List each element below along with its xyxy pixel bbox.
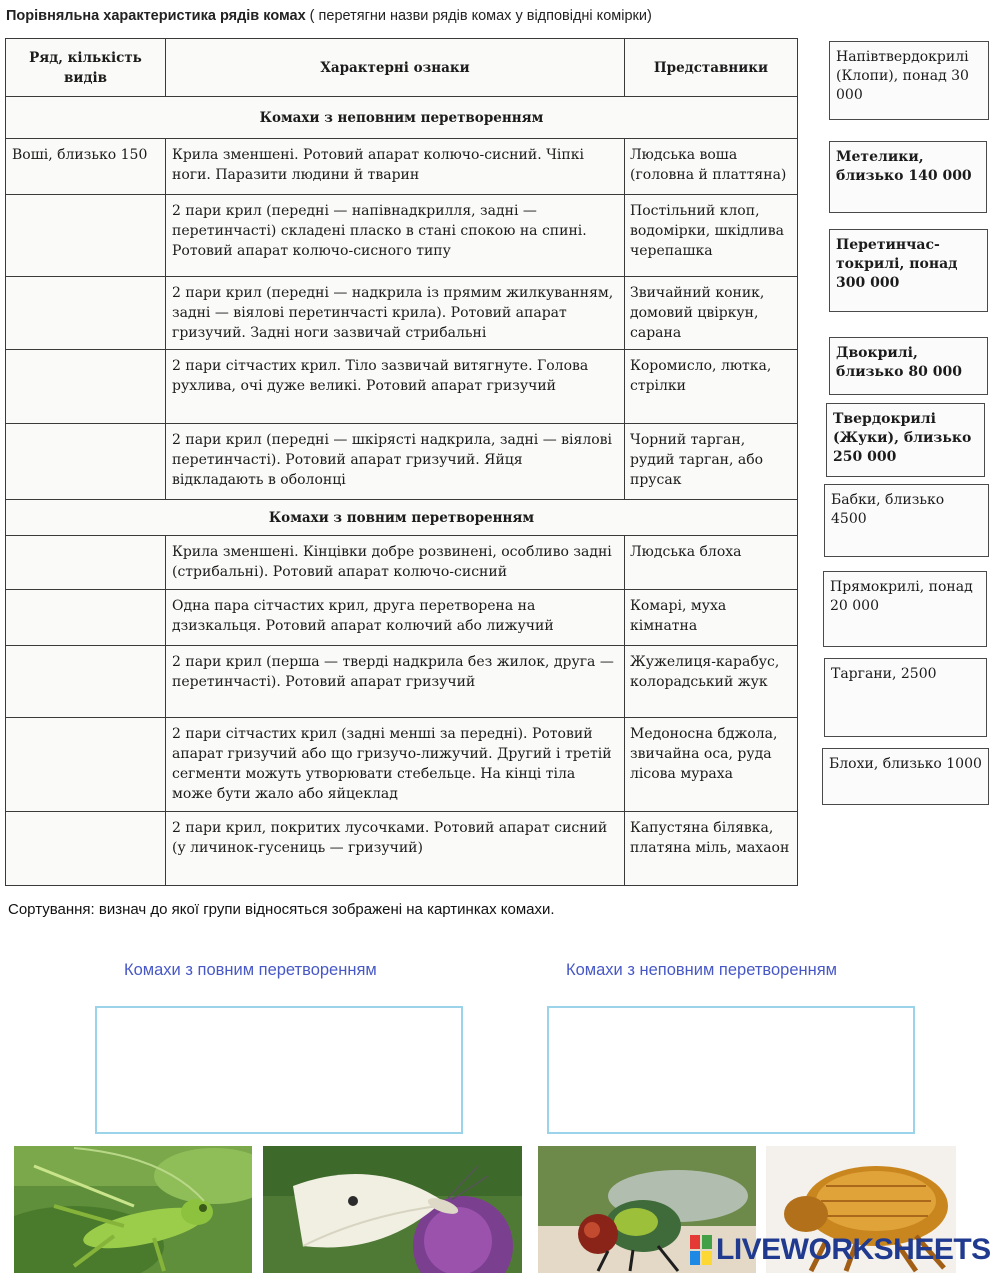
traits-cell: Одна пара сітчастих крил, друга перетворена на дзизкальця. Ротовий апарат колючий або лижучий xyxy=(166,590,625,646)
drag-card-hymenoptera[interactable]: Перетинчас-токрилі, понад 300 000 xyxy=(829,229,988,312)
table-row xyxy=(6,590,798,646)
liveworksheets-icon xyxy=(690,1235,712,1265)
grasshopper-photo[interactable] xyxy=(14,1146,252,1273)
table-row xyxy=(6,718,798,812)
traits-cell: 2 пари сітчастих крил (задні менші за передні). Ротовий апарат гризучий або що гризучо-лижучий. Другий і третій сегменти можуть утворювати стебельце. На кінці тіла може бути жало або яйцеклад xyxy=(166,718,625,812)
drag-card-hemiptera[interactable]: Напівтвердокрилі (Клопи), понад 30 000 xyxy=(829,41,989,120)
examples-cell: Жужелиця-карабус, колорадський жук xyxy=(625,646,798,718)
order-drop-cell[interactable] xyxy=(6,590,166,646)
liveworksheets-logo xyxy=(690,1232,991,1268)
examples-cell: Людська блоха xyxy=(625,536,798,590)
liveworksheets-text: LIVEWORKSHEETS xyxy=(716,1233,991,1266)
order-drop-cell[interactable] xyxy=(6,277,166,350)
drag-card-odonata[interactable]: Бабки, близько 4500 xyxy=(824,484,989,557)
drag-card-blattodea[interactable]: Таргани, 2500 xyxy=(824,658,987,737)
order-drop-cell[interactable] xyxy=(6,536,166,590)
table-row xyxy=(6,646,798,718)
examples-cell: Постільний клоп, водомірки, шкідлива черепашка xyxy=(625,195,798,277)
header-examples: Представники xyxy=(625,39,798,97)
order-drop-cell[interactable] xyxy=(6,195,166,277)
order-drop-cell[interactable] xyxy=(6,718,166,812)
drag-card-orthoptera[interactable]: Прямокрилі, понад 20 000 xyxy=(823,571,987,647)
group-row-complete xyxy=(6,500,798,536)
table-row xyxy=(6,350,798,424)
header-order: Ряд, кількість видів xyxy=(6,39,166,97)
examples-cell: Чорний тарган, рудий тарган, або прусак xyxy=(625,424,798,500)
title-main: Порівняльна характеристика рядів комах xyxy=(6,8,306,24)
table-row xyxy=(6,195,798,277)
traits-cell: 2 пари крил (передні — шкірясті надкрила, задні — віялові перетинчасті). Ротовий апарат гризучий. Яйця відкладають в оболонці xyxy=(166,424,625,500)
header-traits: Характерні ознаки xyxy=(166,39,625,97)
complete-drop-zone[interactable] xyxy=(95,1006,463,1134)
incomplete-group-label: Комахи з неповним перетворенням xyxy=(566,961,838,979)
group-incomplete-label: Комахи з неповним перетворенням xyxy=(6,97,798,139)
complete-group-label: Комахи з повним перетворенням xyxy=(124,961,377,979)
traits-cell: 2 пари сітчастих крил. Тіло зазвичай витягнуте. Голова рухлива, очі дуже великі. Ротовий апарат гризучий xyxy=(166,350,625,424)
order-drop-cell[interactable] xyxy=(6,350,166,424)
drag-card-diptera[interactable]: Двокрилі, близько 80 000 xyxy=(829,337,988,395)
group-row-incomplete xyxy=(6,97,798,139)
examples-cell: Звичайний коник, домовий цвіркун, сарана xyxy=(625,277,798,350)
butterfly-icon xyxy=(263,1146,522,1273)
order-drop-cell[interactable] xyxy=(6,424,166,500)
table-row xyxy=(6,424,798,500)
butterfly-photo[interactable] xyxy=(263,1146,522,1273)
table-row xyxy=(6,812,798,886)
traits-cell: 2 пари крил (передні — надкрила із прямим жилкуванням, задні — віялові перетинчасті крила). Ротовий апарат гризучий. Задні ноги зазвичай стрибальні xyxy=(166,277,625,350)
examples-cell: Комарі, муха кімнатна xyxy=(625,590,798,646)
comparison-table xyxy=(5,38,798,886)
examples-cell: Медоносна бджола, звичайна оса, руда лісова мураха xyxy=(625,718,798,812)
incomplete-drop-zone[interactable] xyxy=(547,1006,915,1134)
traits-cell: 2 пари крил (перша — тверді надкрила без жилок, друга — перетинчасті). Ротовий апарат гризучий xyxy=(166,646,625,718)
traits-cell: 2 пари крил, покритих лусочками. Ротовий апарат сисний (у личинок-гусениць — гризучий) xyxy=(166,812,625,886)
table-header-row xyxy=(6,39,798,97)
traits-cell: Крила зменшені. Ротовий апарат колючо-сисний. Чіпкі ноги. Паразити людини й тварин xyxy=(166,139,625,195)
group-complete-label: Комахи з повним перетворенням xyxy=(6,500,798,536)
page-title xyxy=(6,8,806,24)
table-row xyxy=(6,277,798,350)
sorting-instruction: Сортування: визнач до якої групи відносяться зображені на картинках комахи. xyxy=(8,901,555,918)
table-row xyxy=(6,536,798,590)
drag-card-siphonaptera[interactable]: Блохи, близько 1000 xyxy=(822,748,989,805)
examples-cell: Капустяна білявка, платяна міль, махаон xyxy=(625,812,798,886)
grasshopper-icon xyxy=(14,1146,252,1273)
drag-card-coleoptera[interactable]: Твердокрилі (Жуки), близько 250 000 xyxy=(826,403,985,477)
traits-cell: 2 пари крил (передні — напівнадкрилля, задні — перетинчасті) складені пласко в стані спокою на спині. Ротовий апарат колючо-сисного типу xyxy=(166,195,625,277)
order-drop-cell[interactable] xyxy=(6,812,166,886)
traits-cell: Крила зменшені. Кінцівки добре розвинені, особливо задні (стрибальні). Ротовий апарат колючо-сисний xyxy=(166,536,625,590)
title-instruction: ( перетягни назви рядів комах у відповідні комірки) xyxy=(305,8,652,24)
table-row xyxy=(6,139,798,195)
examples-cell: Коромисло, лютка, стрілки xyxy=(625,350,798,424)
order-cell: Воші, близько 150 xyxy=(6,139,166,195)
order-drop-cell[interactable] xyxy=(6,646,166,718)
drag-card-lepidoptera[interactable]: Метелики, близько 140 000 xyxy=(829,141,987,213)
examples-cell: Людська воша (головна й платтяна) xyxy=(625,139,798,195)
